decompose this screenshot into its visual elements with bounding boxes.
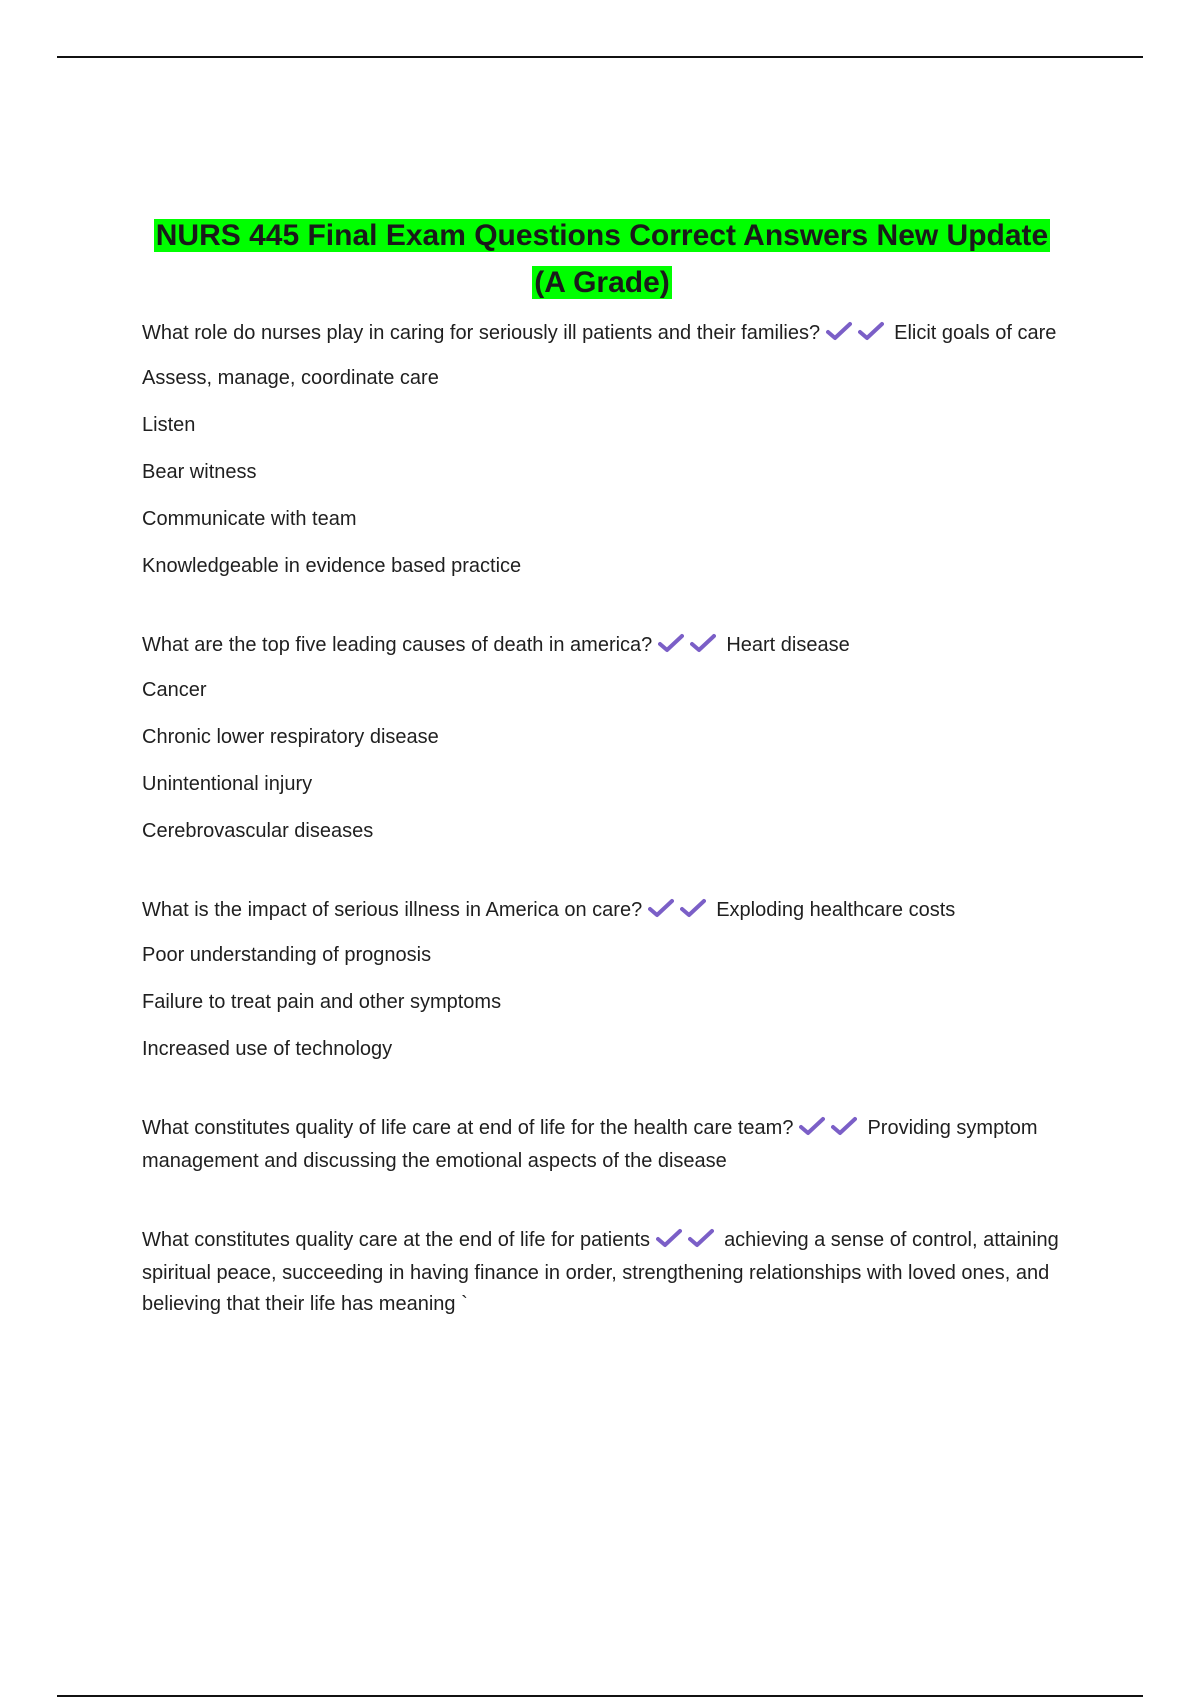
check-icon bbox=[690, 633, 716, 653]
answer-text: Exploding healthcare costs bbox=[716, 899, 956, 921]
page-top-rule bbox=[57, 56, 1143, 58]
qa-item bbox=[142, 1113, 1062, 1177]
title-line-2: (A Grade) bbox=[534, 266, 670, 299]
check-icon bbox=[858, 321, 884, 341]
check-icon bbox=[799, 1116, 825, 1136]
answer-line: Listen bbox=[142, 414, 196, 436]
answer-text: Heart disease bbox=[726, 634, 850, 656]
qa-list bbox=[142, 318, 1062, 1320]
title-line-1: NURS 445 Final Exam Questions Correct Answers New Update bbox=[155, 219, 1049, 252]
answer-text: Elicit goals of care bbox=[894, 322, 1057, 344]
question-line bbox=[142, 895, 1062, 928]
question-line bbox=[142, 1113, 1062, 1177]
answer-checkmarks bbox=[648, 897, 712, 928]
answer-line: Increased use of technology bbox=[142, 1038, 393, 1060]
answer-checkmarks bbox=[658, 632, 722, 663]
qa-item bbox=[142, 895, 1062, 1065]
check-icon bbox=[826, 321, 852, 341]
check-icon bbox=[658, 633, 684, 653]
answer-line: Knowledgeable in evidence based practice bbox=[142, 555, 522, 577]
answer-line: Poor understanding of prognosis bbox=[142, 944, 432, 966]
answer-checkmarks bbox=[656, 1227, 720, 1258]
answer-line: Chronic lower respiratory disease bbox=[142, 726, 439, 748]
answer-line: Assess, manage, coordinate care bbox=[142, 367, 439, 389]
answer-line: Communicate with team bbox=[142, 508, 357, 530]
question-text: What are the top five leading causes of death in america? bbox=[142, 634, 653, 656]
check-icon bbox=[680, 898, 706, 918]
question-text: What role do nurses play in caring for seriously ill patients and their families? bbox=[142, 322, 821, 344]
answer-checkmarks bbox=[799, 1115, 863, 1146]
qa-item bbox=[142, 1225, 1062, 1320]
answer-text: Providing symptom management and discussing the emotional aspects of the disease bbox=[142, 1117, 1038, 1172]
answer-line: Failure to treat pain and other symptoms bbox=[142, 991, 502, 1013]
page-bottom-rule bbox=[57, 1695, 1143, 1697]
check-icon bbox=[688, 1228, 714, 1248]
check-icon bbox=[831, 1116, 857, 1136]
answer-line: Unintentional injury bbox=[142, 773, 313, 795]
answer-line: Bear witness bbox=[142, 461, 257, 483]
answer-line: Cerebrovascular diseases bbox=[142, 820, 374, 842]
question-text: What constitutes quality of life care at end of life for the health care team? bbox=[142, 1117, 794, 1139]
question-line bbox=[142, 318, 1062, 351]
answer-checkmarks bbox=[826, 320, 890, 351]
answer-line: Cancer bbox=[142, 679, 207, 701]
answer-text: achieving a sense of control, attaining spiritual peace, succeeding in having finance in order, strengthening relationships with loved ones, and believing that their life has meaning ` bbox=[142, 1229, 1059, 1315]
qa-item bbox=[142, 630, 1062, 847]
check-icon bbox=[656, 1228, 682, 1248]
qa-item bbox=[142, 318, 1062, 582]
question-text: What constitutes quality care at the end of life for patients bbox=[142, 1229, 651, 1251]
document-title bbox=[142, 212, 1062, 306]
question-line bbox=[142, 630, 1062, 663]
question-line bbox=[142, 1225, 1062, 1320]
check-icon bbox=[648, 898, 674, 918]
document-body bbox=[142, 212, 1062, 1368]
question-text: What is the impact of serious illness in America on care? bbox=[142, 899, 643, 921]
